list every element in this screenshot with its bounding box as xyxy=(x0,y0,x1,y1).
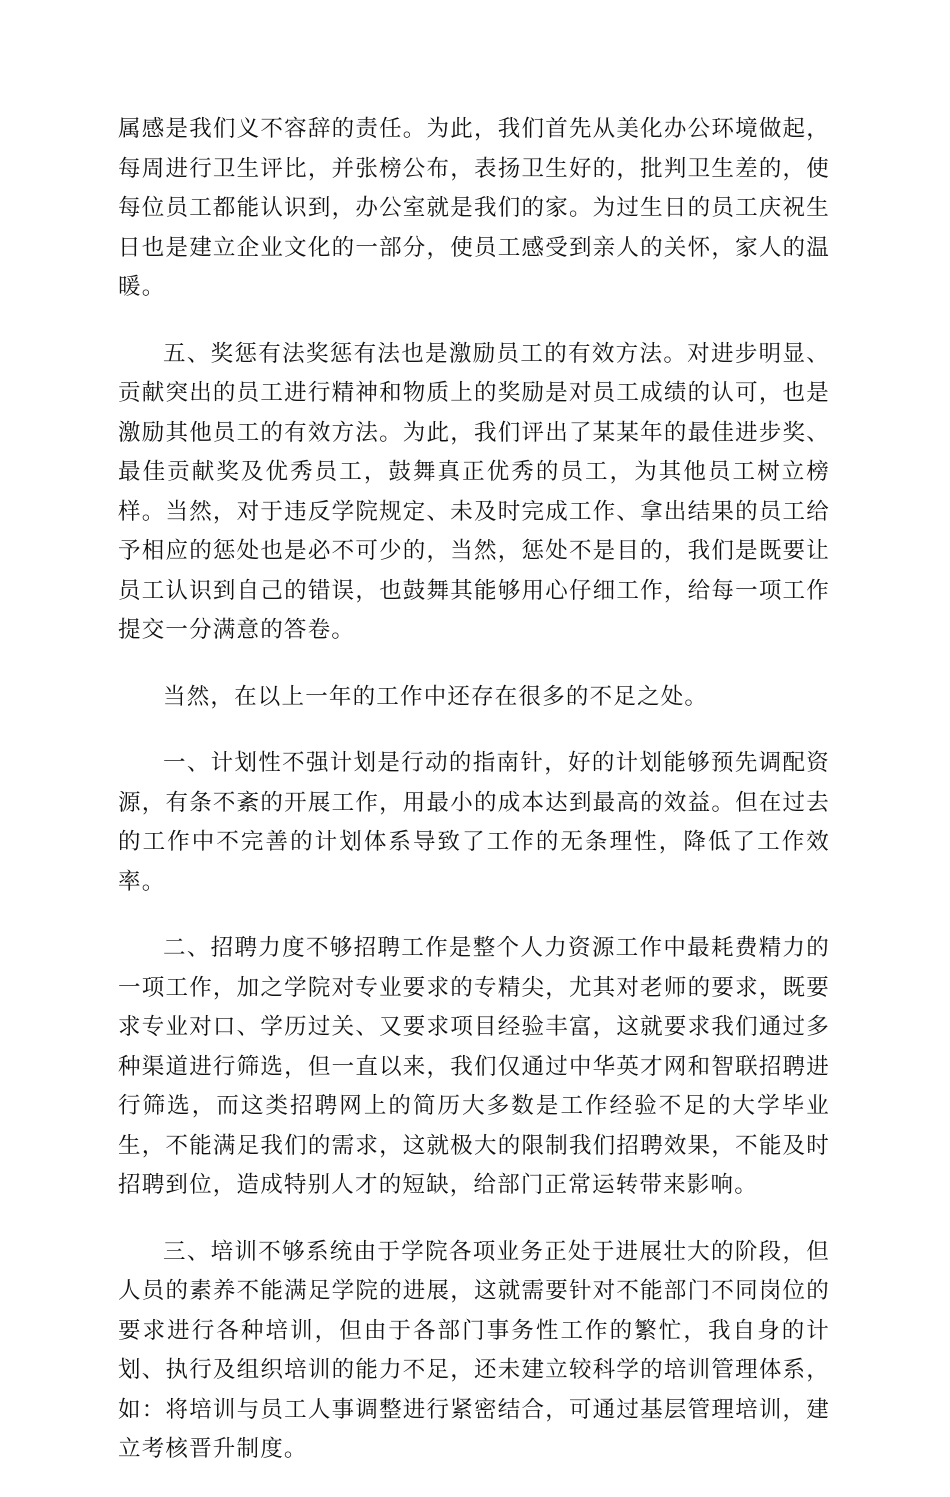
paragraph-recruitment: 二、招聘力度不够招聘工作是整个人力资源工作中最耗费精力的一项工作，加之学院对专业要求的专精尖，尤其对老师的要求，既要求专业对口、学历过关、又要求项目经验丰富，这就要求我们通过多种渠道进行筛选，但一直以来，我们仅通过中华英才网和智联招聘进行筛选，而这类招聘网上的简历大多数是工作经验不足的大学毕业生，不能满足我们的需求，这就极大的限制我们招聘效果，不能及时招聘到位，造成特别人才的短缺，给部门正常运转带来影响。 xyxy=(118,935,830,1198)
paragraph-planning: 一、计划性不强计划是行动的指南针，好的计划能够预先调配资源，有条不紊的开展工作，用最小的成本达到最高的效益。但在过去的工作中不完善的计划体系导致了工作的无条理性，降低了工作效率。 xyxy=(118,750,830,895)
paragraph-training: 三、培训不够系统由于学院各项业务正处于进展壮大的阶段，但人员的素养不能满足学院的进展，这就需要针对不能部门不同岗位的要求进行各种培训，但由于各部门事务性工作的繁忙，我自身的计划、执行及组织培训的能力不足，还未建立较科学的培训管理体系，如：将培训与员工人事调整进行紧密结合，可通过基层管理培训，建立考核晋升制度。 xyxy=(118,1238,830,1462)
document-body xyxy=(118,110,830,1497)
paragraph-shortcomings-intro: 当然，在以上一年的工作中还存在很多的不足之处。 xyxy=(163,683,709,710)
paragraph-continuation: 属感是我们义不容辞的责任。为此，我们首先从美化办公环境做起，每周进行卫生评比，并张榜公布，表扬卫生好的，批判卫生差的，使每位员工都能认识到，办公室就是我们的家。为过生日的员工庆祝生日也是建立企业文化的一部分，使员工感受到亲人的关怀，家人的温暖。 xyxy=(118,116,830,300)
paragraph-rewards-penalties: 五、奖惩有法奖惩有法也是激励员工的有效方法。对进步明显、贡献突出的员工进行精神和物质上的奖励是对员工成绩的认可，也是激励其他员工的有效方法。为此，我们评出了某某年的最佳进步奖、最佳贡献奖及优秀员工，鼓舞真正优秀的员工，为其他员工树立榜样。当然，对于违反学院规定、未及时完成工作、拿出结果的员工给予相应的惩处也是必不可少的，当然，惩处不是目的，我们是既要让员工认识到自己的错误，也鼓舞其能够用心仔细工作，给每一项工作提交一分满意的答卷。 xyxy=(118,340,830,643)
